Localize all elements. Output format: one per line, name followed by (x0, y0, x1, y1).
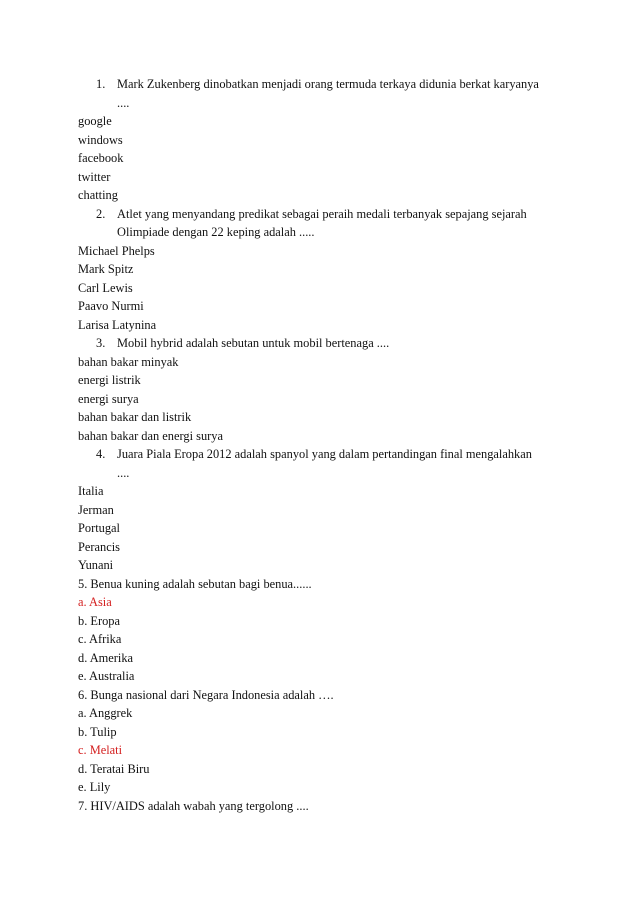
question-5: 5. Benua kuning adalah sebutan bagi benua...... (78, 577, 312, 591)
q3-option-5: bahan bakar dan energi surya (78, 429, 223, 443)
q5-option-a-answer: a. Asia (78, 595, 112, 609)
question-1-continuation: .... (117, 96, 130, 110)
q2-option-1: Michael Phelps (78, 244, 155, 258)
question-3 (96, 336, 389, 350)
q3-option-1: bahan bakar minyak (78, 355, 179, 369)
q1-option-3: facebook (78, 151, 124, 165)
question-4-continuation: .... (117, 466, 130, 480)
q2-option-3: Carl Lewis (78, 281, 133, 295)
q3-option-3: energi surya (78, 392, 139, 406)
q1-option-5: chatting (78, 188, 118, 202)
q6-option-e: e. Lily (78, 780, 111, 794)
q6-option-c-answer: c. Melati (78, 743, 123, 757)
q1-option-4: twitter (78, 170, 111, 184)
question-1-text: Mark Zukenberg dinobatkan menjadi orang termuda terkaya didunia berkat karyanya (117, 77, 539, 91)
q2-option-4: Paavo Nurmi (78, 299, 144, 313)
q1-option-2: windows (78, 133, 123, 147)
q6-option-d: d. Teratai Biru (78, 762, 150, 776)
q5-option-e: e. Australia (78, 669, 135, 683)
question-1 (96, 77, 539, 91)
q3-option-2: energi listrik (78, 373, 141, 387)
q5-option-b: b. Eropa (78, 614, 120, 628)
question-4 (96, 447, 532, 461)
q4-option-5: Yunani (78, 558, 114, 572)
q4-option-3: Portugal (78, 521, 120, 535)
q4-option-2: Jerman (78, 503, 114, 517)
question-3-text: Mobil hybrid adalah sebutan untuk mobil bertenaga .... (117, 336, 390, 350)
q2-option-5: Larisa Latynina (78, 318, 157, 332)
question-2-continuation: Olimpiade dengan 22 keping adalah ..... (117, 225, 315, 239)
q5-option-c: c. Afrika (78, 632, 122, 646)
q1-option-1: google (78, 114, 112, 128)
q4-option-1: Italia (78, 484, 104, 498)
q6-option-a: a. Anggrek (78, 706, 133, 720)
question-2 (96, 207, 527, 221)
q2-option-2: Mark Spitz (78, 262, 134, 276)
question-6: 6. Bunga nasional dari Negara Indonesia adalah …. (78, 688, 334, 702)
question-4-text: Juara Piala Eropa 2012 adalah spanyol yang dalam pertandingan final mengalahkan (117, 447, 532, 461)
question-7: 7. HIV/AIDS adalah wabah yang tergolong .... (78, 799, 309, 813)
question-1-number: 1. (96, 77, 106, 91)
q6-option-b: b. Tulip (78, 725, 117, 739)
question-2-number: 2. (96, 207, 106, 221)
q5-option-d: d. Amerika (78, 651, 134, 665)
q3-option-4: bahan bakar dan listrik (78, 410, 192, 424)
q4-option-4: Perancis (78, 540, 120, 554)
question-3-number: 3. (96, 336, 106, 350)
question-2-text: Atlet yang menyandang predikat sebagai peraih medali terbanyak sepajang sejarah (117, 207, 527, 221)
question-4-number: 4. (96, 447, 106, 461)
